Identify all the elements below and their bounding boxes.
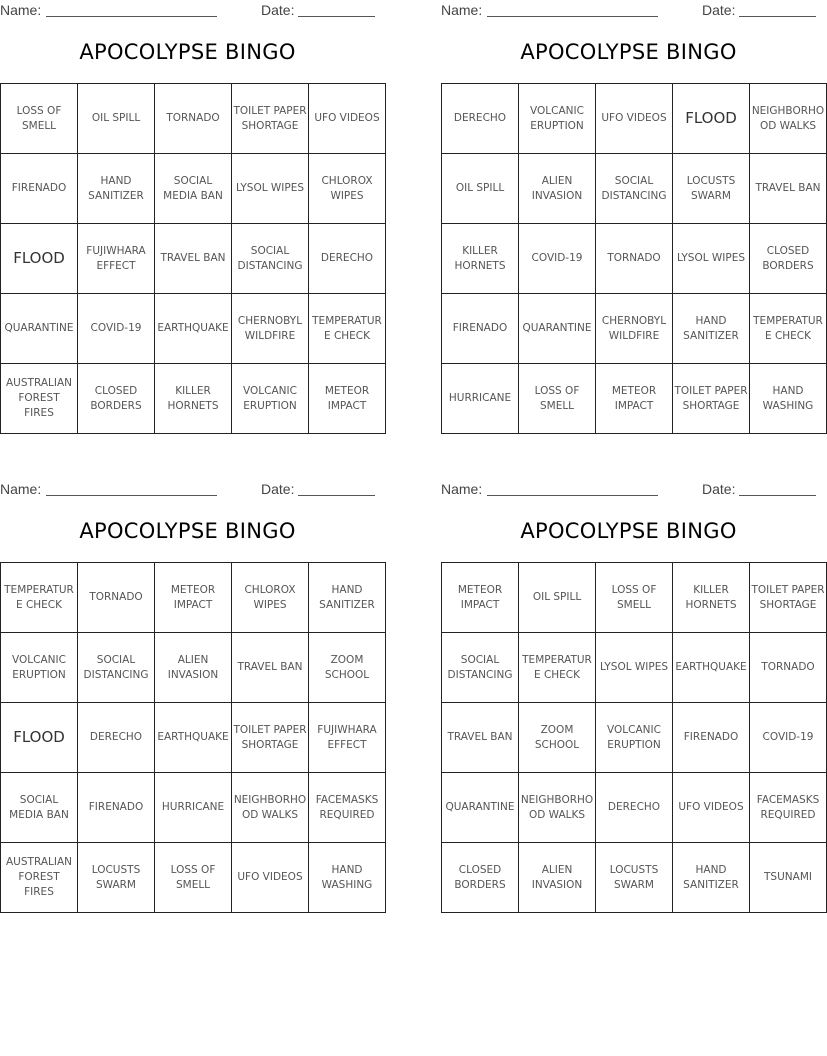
bingo-row (1, 224, 386, 294)
bingo-cell: HAND WASHING (750, 364, 827, 434)
bingo-cell: KILLER HORNETS (442, 224, 519, 294)
bingo-cell: LOSS OF SMELL (1, 84, 78, 154)
name-label: Name: (0, 2, 42, 18)
card-title: APOCOLYPSE BINGO (79, 40, 296, 64)
bingo-cell: METEOR IMPACT (155, 563, 232, 633)
bingo-row (442, 154, 827, 224)
bingo-cell: TRAVEL BAN (750, 154, 827, 224)
bingo-cell: TEMPERATURE CHECK (309, 294, 386, 364)
bingo-cell: METEOR IMPACT (309, 364, 386, 434)
bingo-cell: AUSTRALIAN FOREST FIRES (1, 843, 78, 913)
bingo-cell: VOLCANIC ERUPTION (1, 633, 78, 703)
bingo-cell: TRAVEL BAN (442, 703, 519, 773)
bingo-cell: LYSOL WIPES (232, 154, 309, 224)
name-blank-line (46, 495, 217, 496)
bingo-cell: TSUNAMI (750, 843, 827, 913)
name-label: Name: (441, 2, 483, 18)
bingo-cell: TORNADO (596, 224, 673, 294)
name-blank-line (487, 16, 658, 17)
bingo-grid (441, 562, 827, 913)
date-label: Date: (702, 481, 736, 497)
bingo-cell: SOCIAL DISTANCING (442, 633, 519, 703)
bingo-row (442, 294, 827, 364)
bingo-cell: DERECHO (309, 224, 386, 294)
bingo-cell: SOCIAL DISTANCING (232, 224, 309, 294)
bingo-cell: LOCUSTS SWARM (673, 154, 750, 224)
bingo-cell: SOCIAL MEDIA BAN (1, 773, 78, 843)
bingo-cell: COVID-19 (519, 224, 596, 294)
bingo-cell: LOCUSTS SWARM (78, 843, 155, 913)
bingo-card (0, 0, 382, 460)
bingo-cell: SOCIAL DISTANCING (78, 633, 155, 703)
bingo-cell: UFO VIDEOS (232, 843, 309, 913)
bingo-cell: NEIGHBORHOOD WALKS (750, 84, 827, 154)
bingo-row (442, 563, 827, 633)
bingo-cell: UFO VIDEOS (673, 773, 750, 843)
bingo-cell: LOSS OF SMELL (596, 563, 673, 633)
bingo-cell: CHERNOBYL WILDFIRE (596, 294, 673, 364)
bingo-grid (0, 562, 386, 913)
bingo-cell: FIRENADO (1, 154, 78, 224)
bingo-cell: SOCIAL DISTANCING (596, 154, 673, 224)
bingo-cell: FACEMASKS REQUIRED (750, 773, 827, 843)
name-label: Name: (441, 481, 483, 497)
name-label: Name: (0, 481, 42, 497)
bingo-cell: CHLOROX WIPES (309, 154, 386, 224)
card-header (0, 479, 375, 501)
bingo-cell: HAND SANITIZER (673, 294, 750, 364)
bingo-row (442, 773, 827, 843)
bingo-cell: FUJIWHARA EFFECT (78, 224, 155, 294)
bingo-cell: HAND SANITIZER (78, 154, 155, 224)
bingo-cell: CLOSED BORDERS (442, 843, 519, 913)
bingo-cell: ALIEN INVASION (519, 154, 596, 224)
bingo-cell: VOLCANIC ERUPTION (596, 703, 673, 773)
card-title: APOCOLYPSE BINGO (79, 519, 296, 543)
bingo-cell: VOLCANIC ERUPTION (232, 364, 309, 434)
bingo-cell: UFO VIDEOS (596, 84, 673, 154)
date-label: Date: (261, 2, 295, 18)
bingo-cell: CLOSED BORDERS (750, 224, 827, 294)
bingo-cell: ALIEN INVASION (155, 633, 232, 703)
bingo-cell: FIRENADO (673, 703, 750, 773)
bingo-cell: TORNADO (155, 84, 232, 154)
bingo-cell: FLOOD (1, 703, 78, 773)
bingo-cell: METEOR IMPACT (596, 364, 673, 434)
bingo-grid (441, 83, 827, 434)
bingo-card (441, 0, 825, 460)
bingo-row (1, 703, 386, 773)
bingo-row (1, 633, 386, 703)
bingo-cell: LOCUSTS SWARM (596, 843, 673, 913)
date-blank-line (739, 16, 816, 17)
bingo-cell: NEIGHBORHOOD WALKS (232, 773, 309, 843)
bingo-cell: ALIEN INVASION (519, 843, 596, 913)
card-title: APOCOLYPSE BINGO (520, 40, 737, 64)
bingo-cell: COVID-19 (750, 703, 827, 773)
name-blank-line (46, 16, 217, 17)
bingo-row (1, 294, 386, 364)
bingo-cell: FACEMASKS REQUIRED (309, 773, 386, 843)
bingo-cell: LOSS OF SMELL (519, 364, 596, 434)
date-label: Date: (261, 481, 295, 497)
bingo-row (1, 84, 386, 154)
date-blank-line (739, 495, 816, 496)
bingo-cell: KILLER HORNETS (673, 563, 750, 633)
bingo-cell: HAND SANITIZER (673, 843, 750, 913)
card-header (441, 479, 816, 501)
bingo-cell: TOILET PAPER SHORTAGE (750, 563, 827, 633)
bingo-cell: DERECHO (78, 703, 155, 773)
bingo-cell: HURRICANE (155, 773, 232, 843)
bingo-row (1, 773, 386, 843)
bingo-row (442, 364, 827, 434)
bingo-cell: EARTHQUAKE (155, 294, 232, 364)
bingo-cell: VOLCANIC ERUPTION (519, 84, 596, 154)
bingo-cell: AUSTRALIAN FOREST FIRES (1, 364, 78, 434)
bingo-cell: LYSOL WIPES (596, 633, 673, 703)
card-header (0, 0, 375, 22)
bingo-cell: FIRENADO (442, 294, 519, 364)
bingo-cell: TOILET PAPER SHORTAGE (232, 703, 309, 773)
bingo-cell: KILLER HORNETS (155, 364, 232, 434)
bingo-cell: TORNADO (750, 633, 827, 703)
bingo-cell: DERECHO (442, 84, 519, 154)
bingo-cell: OIL SPILL (442, 154, 519, 224)
bingo-cell: CLOSED BORDERS (78, 364, 155, 434)
bingo-cell: ZOOM SCHOOL (519, 703, 596, 773)
bingo-row (442, 843, 827, 913)
bingo-cell: QUARANTINE (519, 294, 596, 364)
bingo-cell: TOILET PAPER SHORTAGE (673, 364, 750, 434)
bingo-cell: SOCIAL MEDIA BAN (155, 154, 232, 224)
bingo-cell: DERECHO (596, 773, 673, 843)
bingo-cell: HAND SANITIZER (309, 563, 386, 633)
date-label: Date: (702, 2, 736, 18)
bingo-row (442, 703, 827, 773)
bingo-cell: TEMPERATURE CHECK (519, 633, 596, 703)
bingo-row (442, 84, 827, 154)
bingo-cell: CHLOROX WIPES (232, 563, 309, 633)
card-title: APOCOLYPSE BINGO (520, 519, 737, 543)
bingo-row (442, 633, 827, 703)
bingo-cell: FLOOD (673, 84, 750, 154)
bingo-cell: TOILET PAPER SHORTAGE (232, 84, 309, 154)
bingo-card (441, 479, 825, 939)
bingo-cell: EARTHQUAKE (155, 703, 232, 773)
bingo-cell: QUARANTINE (442, 773, 519, 843)
bingo-cell: FLOOD (1, 224, 78, 294)
name-blank-line (487, 495, 658, 496)
bingo-row (1, 154, 386, 224)
bingo-cell: COVID-19 (78, 294, 155, 364)
bingo-cell: TEMPERATURE CHECK (1, 563, 78, 633)
bingo-cell: TORNADO (78, 563, 155, 633)
bingo-card (0, 479, 379, 939)
bingo-row (1, 364, 386, 434)
bingo-cell: FUJIWHARA EFFECT (309, 703, 386, 773)
card-header (441, 0, 816, 22)
bingo-cell: QUARANTINE (1, 294, 78, 364)
bingo-cell: UFO VIDEOS (309, 84, 386, 154)
bingo-cell: NEIGHBORHOOD WALKS (519, 773, 596, 843)
bingo-cell: FIRENADO (78, 773, 155, 843)
bingo-cell: TRAVEL BAN (232, 633, 309, 703)
bingo-cell: OIL SPILL (78, 84, 155, 154)
bingo-cell: HAND WASHING (309, 843, 386, 913)
bingo-cell: METEOR IMPACT (442, 563, 519, 633)
bingo-cell: OIL SPILL (519, 563, 596, 633)
bingo-cell: HURRICANE (442, 364, 519, 434)
bingo-cell: EARTHQUAKE (673, 633, 750, 703)
bingo-row (1, 563, 386, 633)
bingo-cell: CHERNOBYL WILDFIRE (232, 294, 309, 364)
bingo-row (1, 843, 386, 913)
bingo-cell: TEMPERATURE CHECK (750, 294, 827, 364)
bingo-cell: LOSS OF SMELL (155, 843, 232, 913)
bingo-grid (0, 83, 386, 434)
date-blank-line (298, 495, 375, 496)
bingo-cell: LYSOL WIPES (673, 224, 750, 294)
date-blank-line (298, 16, 375, 17)
bingo-cell: TRAVEL BAN (155, 224, 232, 294)
bingo-cell: ZOOM SCHOOL (309, 633, 386, 703)
bingo-row (442, 224, 827, 294)
